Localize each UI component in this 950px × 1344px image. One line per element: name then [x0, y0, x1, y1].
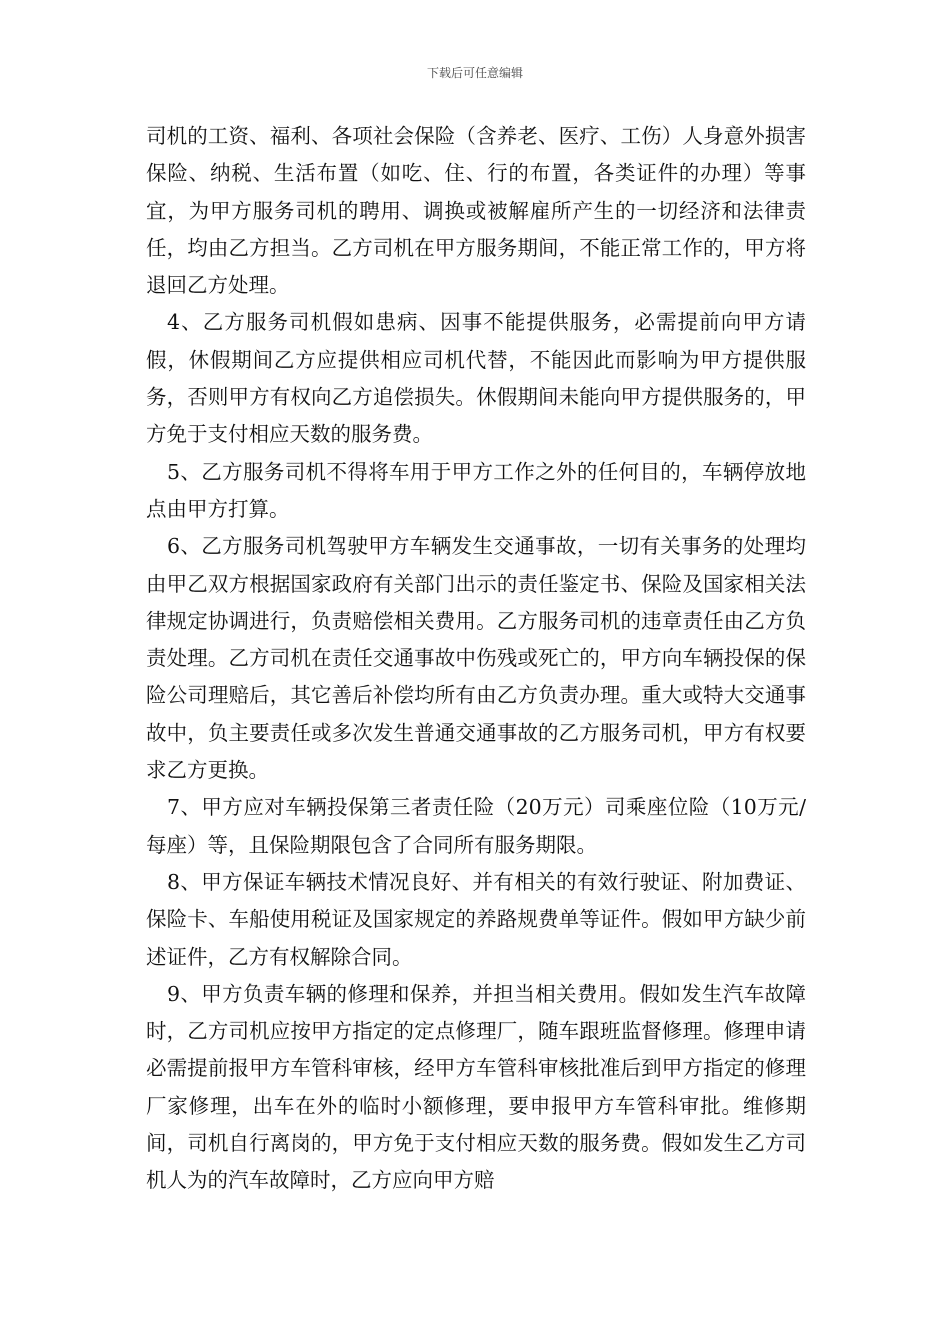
clause-5: 5、乙方服务司机不得将车用于甲方工作之外的任何目的，车辆停放地点由甲方打算。 — [146, 459, 806, 521]
page-header-note: 下载后可任意编辑 — [426, 66, 523, 80]
clause-7: 7、甲方应对车辆投保第三者责任险（20万元）司乘座位险（10万元/每座）等，且保险期限包含了合同所有服务期限。 — [146, 795, 806, 857]
clause-8: 8、甲方保证车辆技术情况良好、并有相关的有效行驶证、附加费证、保险卡、车船使用税证及国家规定的养路规费单等证件。假如甲方缺少前述证件，乙方有权解除合同。 — [146, 869, 806, 969]
paragraph-continuation: 司机的工资、福利、各项社会保险（含养老、医疗、工伤）人身意外损害保险、纳税、生活布置（如吃、住、行的布置，各类证件的办理）等事宜，为甲方服务司机的聘用、调换或被解雇所产生的一切经济和法律责任，均由乙方担当。乙方司机在甲方服务期间，不能正常工作的，甲方将退回乙方处理。 — [146, 124, 806, 298]
clause-4: 4、乙方服务司机假如患病、因事不能提供服务，必需提前向甲方请假，休假期间乙方应提供相应司机代替，不能因此而影响为甲方提供服务，否则甲方有权向乙方追偿损失。休假期间未能向甲方提供服务的，甲方免于支付相应天数的服务费。 — [146, 310, 806, 447]
clause-6: 6、乙方服务司机驾驶甲方车辆发生交通事故，一切有关事务的处理均由甲乙双方根据国家政府有关部门出示的责任鉴定书、保险及国家相关法律规定协调进行，负责赔偿相关费用。乙方服务司机的违章责任由乙方负责处理。乙方司机在责任交通事故中伤残或死亡的，甲方向车辆投保的保险公司理赔后，其它善后补偿均所有由乙方负责办理。重大或特大交通事故中，负主要责任或多次发生普通交通事故的乙方服务司机，甲方有权要求乙方更换。 — [146, 534, 806, 783]
clause-9: 9、甲方负责车辆的修理和保养，并担当相关费用。假如发生汽车故障时，乙方司机应按甲方指定的定点修理厂，随车跟班监督修理。修理申请必需提前报甲方车管科审核，经甲方车管科审核批准后到甲方指定的修理厂家修理，出车在外的临时小额修理，要申报甲方车管科审批。维修期间，司机自行离岗的，甲方免于支付相应天数的服务费。假如发生乙方司机人为的汽车故障时，乙方应向甲方赔 — [146, 981, 806, 1193]
document-body — [146, 118, 806, 1200]
